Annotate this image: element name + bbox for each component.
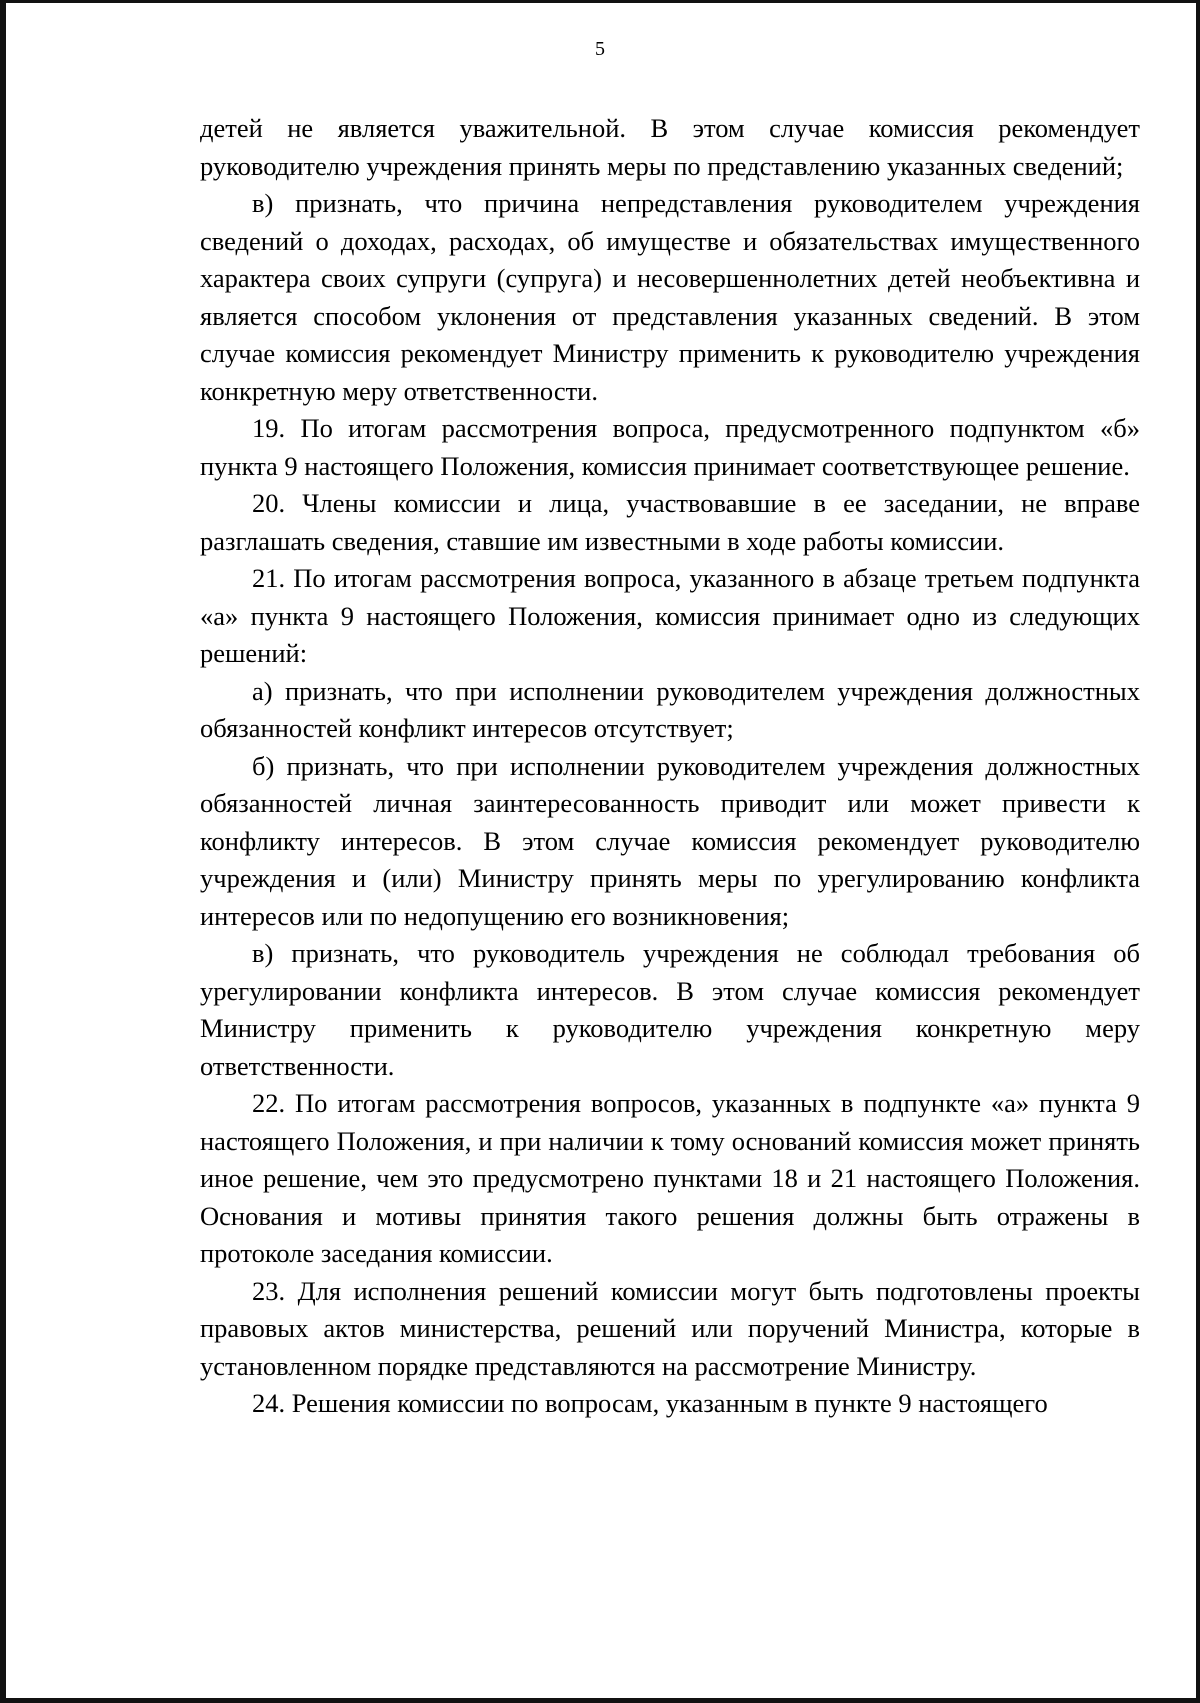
paragraph: в) признать, что причина непредставления руководителем учреждения сведений о доходах, расходах, об имуществе и обязательствах имущественного характера своих супруги (супруга) и несовершеннолетних детей необъективна и является способом уклонения от представления указанных сведений. В этом случае комиссия рекомендует Министру применить к руководителю учреждения конкретную меру ответственности. bbox=[200, 188, 1140, 406]
document-body bbox=[200, 110, 1140, 1423]
paragraph: 23. Для исполнения решений комиссии могут быть подготовлены проекты правовых актов министерства, решений или поручений Министра, которые в установленном порядке представляются на рассмотрение Министру. bbox=[200, 1275, 1140, 1381]
paragraph: а) признать, что при исполнении руководителем учреждения должностных обязанностей конфликт интересов отсутствует; bbox=[200, 675, 1140, 743]
paragraph: б) признать, что при исполнении руководителем учреждения должностных обязанностей личная заинтересованность приводит или может привести к конфликту интересов. В этом случае комиссия рекомендует руководителю учреждения и (или) Министру принять меры по урегулированию конфликта интересов или по недопущению его возникновения; bbox=[200, 750, 1140, 931]
paragraph: 24. Решения комиссии по вопросам, указанным в пункте 9 настоящего bbox=[252, 1388, 1048, 1418]
scan-border-left bbox=[0, 0, 6, 1703]
paragraph: 22. По итогам рассмотрения вопросов, указанных в подпункте «а» пункта 9 настоящего Положения, и при наличии к тому оснований комиссия может принять иное решение, чем это предусмотрено пунктами 18 и 21 настоящего Положения. Основания и мотивы принятия такого решения должны быть отражены в протоколе заседания комиссии. bbox=[200, 1088, 1140, 1268]
paragraph: 19. По итогам рассмотрения вопроса, предусмотренного подпунктом «б» пункта 9 настоящего Положения, комиссия принимает соответствующее решение. bbox=[200, 413, 1140, 481]
page-number: 5 bbox=[595, 38, 605, 60]
paragraph: 20. Члены комиссии и лица, участвовавшие в ее заседании, не вправе разглашать сведения, ставшие им известными в ходе работы комиссии. bbox=[200, 488, 1140, 556]
paragraph: 21. По итогам рассмотрения вопроса, указанного в абзаце третьем подпункта «а» пункта 9 настоящего Положения, комиссия принимает одно из следующих решений: bbox=[200, 563, 1140, 668]
scan-border-top bbox=[0, 0, 1200, 3]
scan-border-bottom bbox=[0, 1698, 1200, 1703]
scan-border-right bbox=[1196, 0, 1200, 1703]
paragraph: в) признать, что руководитель учреждения не соблюдал требования об урегулировании конфликта интересов. В этом случае комиссия рекомендует Министру применить к руководителю учреждения конкретную меру ответственности. bbox=[200, 938, 1140, 1081]
paragraph: детей не является уважительной. В этом случае комиссия рекомендует руководителю учреждения принять меры по представлению указанных сведений; bbox=[200, 113, 1140, 181]
